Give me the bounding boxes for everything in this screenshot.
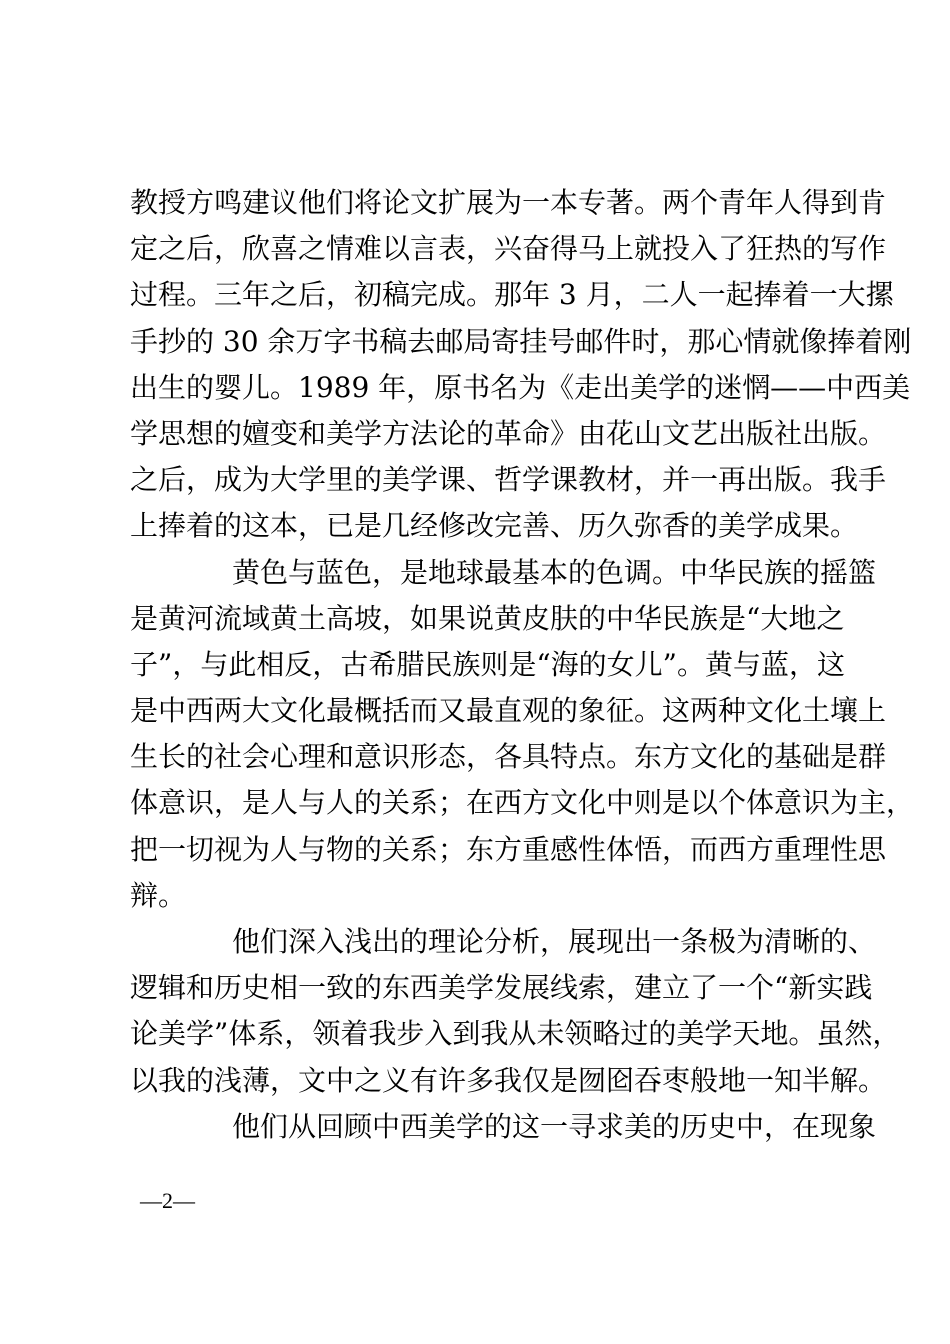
- text-line: 论美学”体系，领着我步入到我从未领略过的美学天地。虽然，: [130, 1017, 901, 1051]
- page-number: —2—: [140, 1188, 195, 1213]
- text-line: 体意识，是人与人的关系；在西方文化中则是以个体意识为主，: [130, 786, 915, 820]
- document-body: [130, 184, 915, 1154]
- text-line: 教授方鸣建议他们将论文扩展为一本专著。两个青年人得到肯: [130, 186, 887, 219]
- text-line: 他们深入浅出的理论分析，展现出一条极为清晰的、: [232, 925, 877, 958]
- text-line: 之后，成为大学里的美学课、哲学课教材，并一再出版。我手: [130, 463, 887, 497]
- text-line: 黄色与蓝色，是地球最基本的色调。中华民族的摇篮: [232, 555, 877, 589]
- text-line: 上捧着的这本，已是几经修改完善、历久弥香的美学成果。: [130, 509, 859, 543]
- text-line: 以我的浅薄，文中之义有许多我仅是囫囵吞枣般地一知半解。: [130, 1063, 887, 1097]
- text-line: 生长的社会心理和意识形态，各具特点。东方文化的基础是群: [130, 740, 887, 774]
- text-line: 出生的婴儿。1989 年，原书名为《走出美学的迷惘——中西美: [130, 370, 911, 404]
- text-line: 逻辑和历史相一致的东西美学发展线索，建立了一个“新实践: [130, 971, 873, 1005]
- text-line: 子”，与此相反，古希腊民族则是“海的女儿”。黄与蓝，这: [130, 647, 845, 681]
- paragraph: [130, 923, 901, 1108]
- text-line: 辩。: [130, 878, 187, 912]
- paragraph: [130, 184, 912, 554]
- paragraph: [130, 1108, 877, 1154]
- text-line: 学思想的嬗变和美学方法论的革命》由花山文艺出版社出版。: [130, 416, 887, 450]
- text-line: 是中西两大文化最概括而又最直观的象征。这两种文化土壤上: [130, 694, 887, 728]
- text-line: 把一切视为人与物的关系；东方重感性体悟，而西方重理性思: [130, 832, 887, 866]
- text-line: 定之后，欣喜之情难以言表，兴奋得马上就投入了狂热的写作: [130, 232, 887, 266]
- text-line: 他们从回顾中西美学的这一寻求美的历史中，在现象: [232, 1109, 877, 1143]
- text-line: 过程。三年之后，初稿完成。那年 3 月，二人一起捧着一大摞: [130, 278, 894, 312]
- text-line: 手抄的 30 余万字书稿去邮局寄挂号邮件时，那心情就像捧着刚: [130, 324, 912, 358]
- text-line: 是黄河流域黄土高坡，如果说黄皮肤的中华民族是“大地之: [130, 601, 845, 635]
- paragraph: [130, 554, 915, 924]
